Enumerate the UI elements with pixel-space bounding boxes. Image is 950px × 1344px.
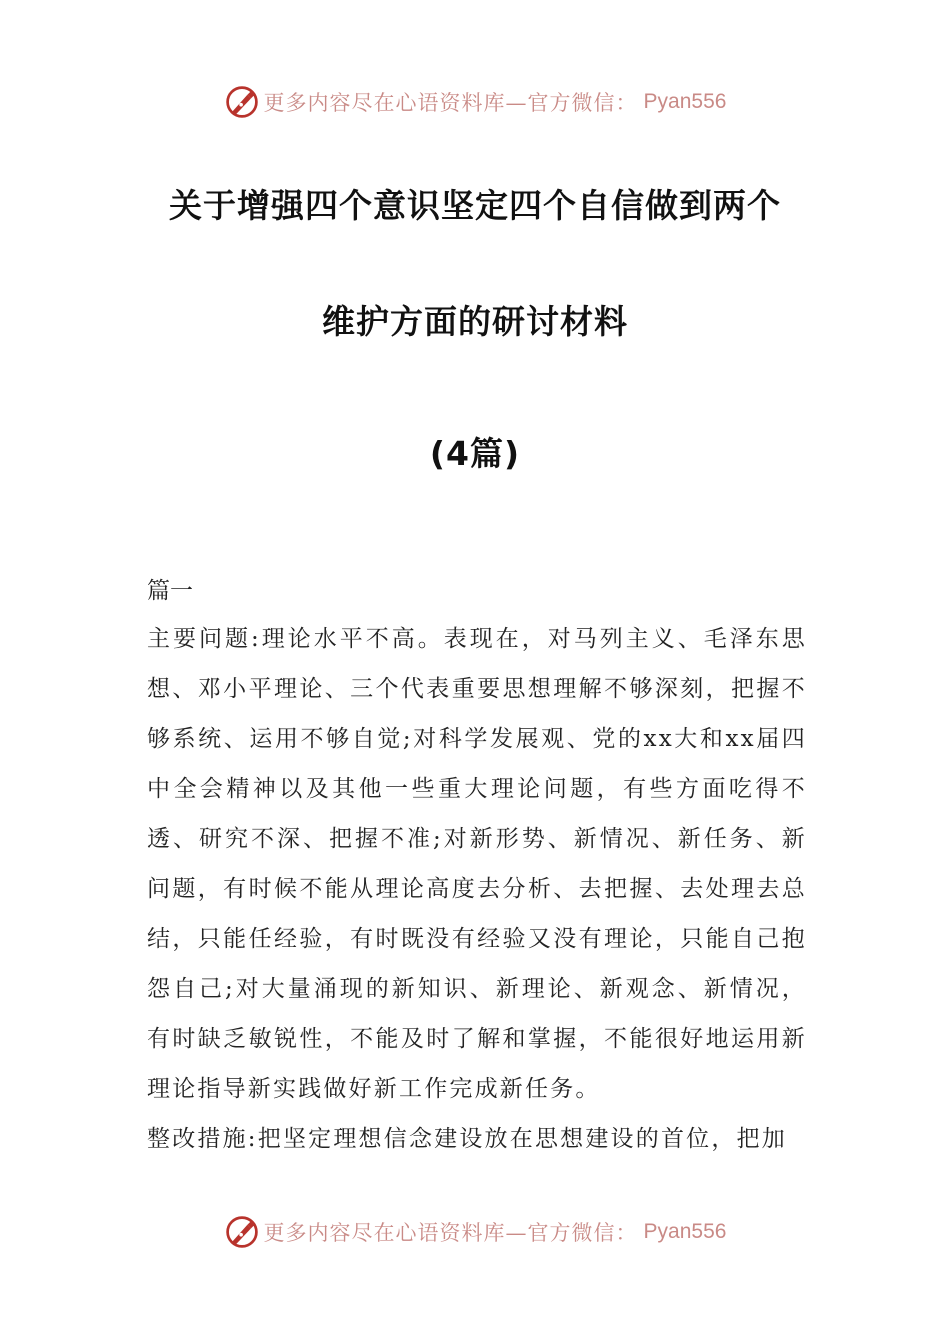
pen-nib-logo-icon: [224, 1214, 260, 1250]
banner-text: 更多内容尽在心语资料库—官方微信：: [263, 91, 638, 115]
wechat-id: Pyan556: [643, 90, 727, 113]
wechat-id: Pyan556: [643, 1220, 727, 1243]
document-title-line-2: 维护方面的研讨材料: [322, 302, 628, 341]
section-label: 篇一: [147, 578, 193, 604]
banner-text: 更多内容尽在心语资料库—官方微信：: [263, 1221, 638, 1245]
document-subtitle: (4篇): [429, 434, 521, 473]
document-title-line-1: 关于增强四个意识坚定四个自信做到两个: [169, 186, 781, 225]
header-watermark-banner: [0, 82, 950, 122]
pen-nib-logo-icon: [224, 84, 260, 120]
paragraph-main-problems: 主要问题:理论水平不高。表现在，对马列主义、毛泽东思想、邓小平理论、三个代表重要思想理解不够深刻，把握不够系统、运用不够自觉;对科学发展观、党的xx大和xx届四中全会精神以及其他一些重大理论问题，有些方面吃得不透、研究不深、把握不准;对新形势、新情况、新任务、新问题，有时候不能从理论高度去分析、去把握、去处理去总结，只能任经验，有时既没有经验又没有理论，只能自己抱怨自己;对大量涌现的新知识、新理论、新观念、新情况，有时缺乏敏锐性，不能及时了解和掌握，不能很好地运用新理论指导新实践做好新工作完成新任务。: [147, 626, 807, 1102]
footer-watermark-banner: [0, 1212, 950, 1252]
document-body: [147, 614, 807, 1164]
paragraph-corrective-measures: 整改措施:把坚定理想信念建设放在思想建设的首位，把加: [147, 1126, 787, 1152]
